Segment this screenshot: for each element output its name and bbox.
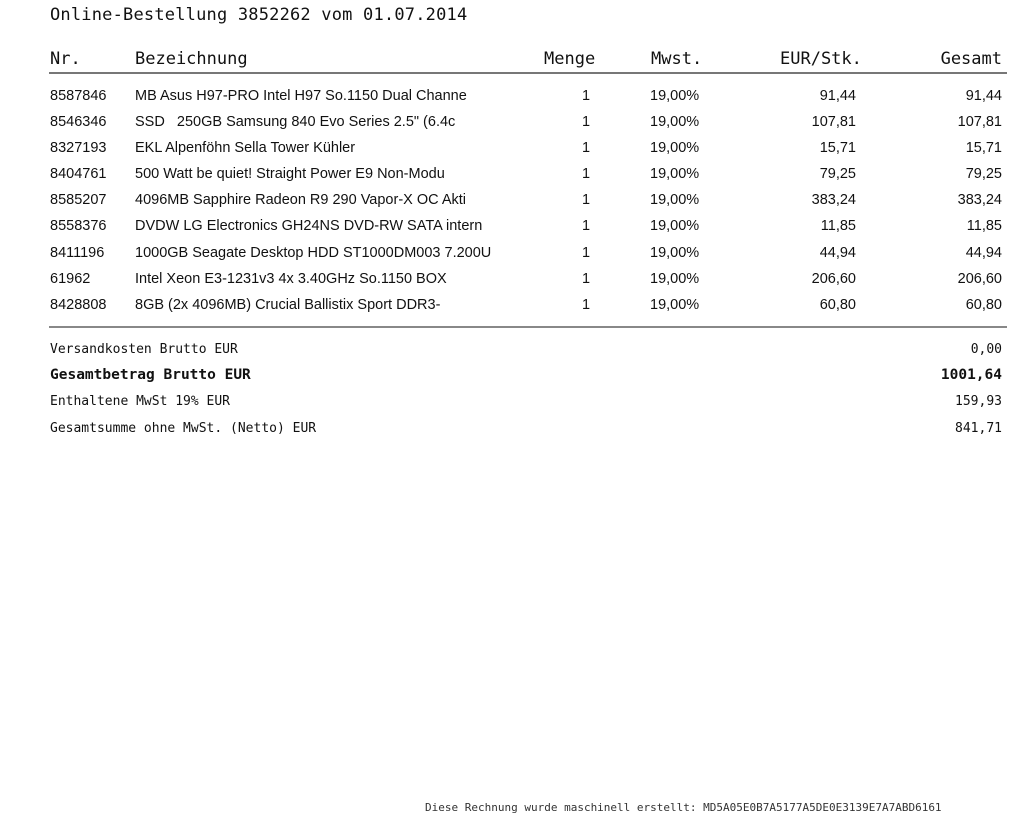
item-total: 206,60 — [957, 271, 1002, 287]
page-title: Online-Bestellung 3852262 vom 01.07.2014 — [50, 5, 468, 25]
item-description: 1000GB Seagate Desktop HDD ST1000DM003 7.200U — [135, 245, 492, 261]
table-row — [0, 192, 1024, 218]
item-nr: 8587846 — [50, 88, 107, 104]
table-row — [0, 140, 1024, 166]
item-description: 4096MB Sapphire Radeon R9 290 Vapor-X OC Akti — [135, 192, 467, 208]
item-nr: 8585207 — [50, 192, 107, 208]
item-quantity: 1 — [582, 271, 591, 287]
item-unit-price: 206,60 — [811, 271, 856, 287]
item-description: EKL Alpenföhn Sella Tower Kühler — [135, 140, 356, 156]
item-quantity: 1 — [582, 245, 591, 261]
item-quantity: 1 — [582, 192, 591, 208]
item-quantity: 1 — [582, 297, 591, 313]
column-header-bezeichnung: Bezeichnung — [135, 49, 248, 69]
item-nr: 8404761 — [50, 166, 107, 182]
column-header-nr: Nr. — [50, 49, 81, 69]
item-nr: 8558376 — [50, 218, 107, 234]
table-row — [0, 166, 1024, 192]
item-vat: 19,00% — [650, 245, 700, 261]
column-header-gesamt: Gesamt — [940, 49, 1002, 69]
item-quantity: 1 — [582, 218, 591, 234]
item-description: 8GB (2x 4096MB) Crucial Ballistix Sport DDR3- — [135, 297, 441, 313]
item-unit-price: 91,44 — [819, 88, 856, 104]
table-row — [0, 271, 1024, 297]
table-row — [0, 218, 1024, 244]
item-total: 79,25 — [965, 166, 1002, 182]
item-vat: 19,00% — [650, 88, 700, 104]
vat-label: Enthaltene MwSt 19% EUR — [50, 394, 231, 409]
item-description: SSD 250GB Samsung 840 Evo Series 2.5" (6.4c — [135, 114, 456, 130]
item-vat: 19,00% — [650, 192, 700, 208]
item-vat: 19,00% — [650, 271, 700, 287]
table-row — [0, 297, 1024, 323]
item-vat: 19,00% — [650, 297, 700, 313]
item-unit-price: 44,94 — [819, 245, 856, 261]
shipping-label: Versandkosten Brutto EUR — [50, 342, 238, 357]
item-vat: 19,00% — [650, 140, 700, 156]
item-vat: 19,00% — [650, 218, 700, 234]
item-unit-price: 11,85 — [820, 218, 856, 234]
item-quantity: 1 — [582, 166, 591, 182]
totals-divider — [49, 326, 1007, 328]
item-nr: 61962 — [50, 271, 91, 287]
vat-value: 159,93 — [955, 394, 1002, 409]
item-total: 60,80 — [965, 297, 1002, 313]
column-header-eur-stk: EUR/Stk. — [780, 49, 862, 69]
gross-total-value: 1001,64 — [940, 367, 1002, 383]
shipping-value: 0,00 — [970, 342, 1002, 357]
item-nr: 8327193 — [50, 140, 107, 156]
item-quantity: 1 — [582, 88, 591, 104]
item-unit-price: 383,24 — [811, 192, 856, 208]
item-vat: 19,00% — [650, 166, 700, 182]
item-description: Intel Xeon E3-1231v3 4x 3.40GHz So.1150 BOX — [135, 271, 447, 287]
table-row — [0, 114, 1024, 140]
table-row — [0, 88, 1024, 114]
net-total-value: 841,71 — [955, 421, 1002, 436]
column-header-mwst: Mwst. — [651, 49, 703, 69]
footer-note: Diese Rechnung wurde maschinell erstellt: MD5A05E0B7A5177A5DE0E3139E7A7ABD6161 — [425, 801, 942, 814]
column-header-menge: Menge — [544, 49, 596, 69]
gross-total-label: Gesamtbetrag Brutto EUR — [50, 367, 251, 383]
item-total: 15,71 — [965, 140, 1002, 156]
header-divider — [49, 72, 1007, 74]
item-total: 107,81 — [957, 114, 1002, 130]
net-total-label: Gesamtsumme ohne MwSt. (Netto) EUR — [50, 421, 317, 436]
item-nr: 8428808 — [50, 297, 107, 313]
item-total: 11,85 — [966, 218, 1002, 234]
item-unit-price: 79,25 — [819, 166, 856, 182]
item-quantity: 1 — [582, 140, 591, 156]
item-description: DVDW LG Electronics GH24NS DVD-RW SATA intern — [135, 218, 483, 234]
item-unit-price: 15,71 — [819, 140, 856, 156]
item-nr: 8546346 — [50, 114, 107, 130]
item-quantity: 1 — [582, 114, 591, 130]
item-total: 91,44 — [965, 88, 1002, 104]
item-description: MB Asus H97-PRO Intel H97 So.1150 Dual Channe — [135, 88, 467, 104]
item-nr: 8411196 — [50, 245, 105, 261]
item-total: 44,94 — [965, 245, 1002, 261]
item-total: 383,24 — [957, 192, 1002, 208]
table-row — [0, 245, 1024, 271]
item-vat: 19,00% — [650, 114, 700, 130]
item-description: 500 Watt be quiet! Straight Power E9 Non-Modu — [135, 166, 445, 182]
item-unit-price: 60,80 — [819, 297, 856, 313]
item-unit-price: 107,81 — [811, 114, 856, 130]
